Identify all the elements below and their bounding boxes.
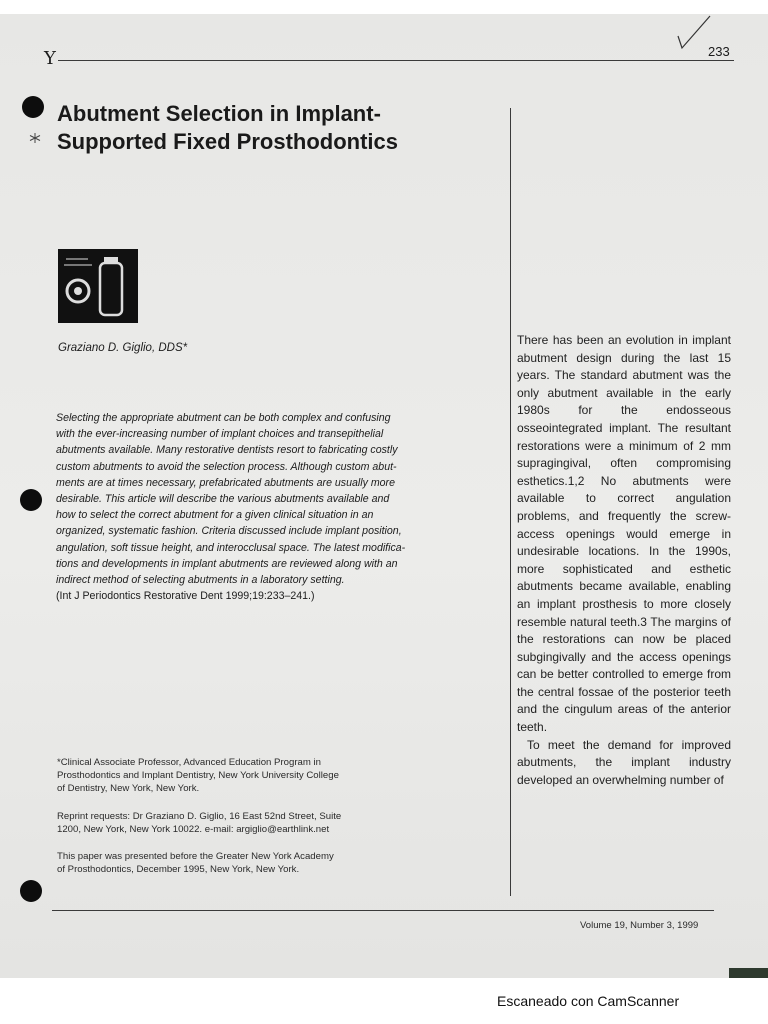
page-number: 233: [708, 44, 730, 59]
margin-mark: Y: [44, 48, 56, 69]
body-paragraph: To meet the demand for improved abutments, the implant industry developed an overwhelming number of: [517, 737, 731, 787]
abstract-line: angulation, soft tissue height, and interocclusal space. The latest modifica-: [56, 541, 406, 554]
column-divider: [510, 108, 511, 896]
journal-logo: [58, 249, 138, 323]
abstract-line: desirable. This article will describe the various abutments available and: [56, 493, 390, 506]
scanned-page: [0, 14, 768, 978]
punch-hole-top: [22, 96, 44, 118]
footnote-reprint: [57, 810, 417, 836]
body-text: [517, 332, 731, 789]
footnote-line: of Dentistry, New York, New York.: [57, 783, 200, 794]
title-line: Abutment Selection in Implant-: [57, 101, 381, 126]
footnote-line: Reprint requests: Dr Graziano D. Giglio, 16 East 52nd Street, Suite: [57, 811, 342, 822]
footnote-line: of Prosthodontics, December 1995, New York, New York.: [57, 864, 300, 875]
abstract-line: custom abutments to avoid the selection process. Although custom abut-: [56, 460, 397, 473]
abstract-line: with the ever-increasing number of implant choices and transepithelial: [56, 428, 384, 441]
abstract-line: Selecting the appropriate abutment can be both complex and confusing: [56, 412, 391, 424]
abstract-line: ments are at times necessary, prefabricated abutments are usually more: [56, 476, 395, 489]
footnote-line: This paper was presented before the Greater New York Academy: [57, 851, 334, 862]
citation: (Int J Periodontics Restorative Dent 1999;19:233–241.): [56, 590, 315, 603]
abstract-line: abutments available. Many restorative dentists resort to fabricating costly: [56, 444, 398, 457]
abstract-line: how to select the correct abutment for a given clinical situation in an: [56, 509, 374, 522]
asterisk-mark: [29, 132, 41, 144]
footnote-line: *Clinical Associate Professor, Advanced Education Program in: [57, 757, 321, 768]
punch-hole-middle: [20, 489, 42, 511]
punch-hole-bottom: [20, 880, 42, 902]
title-line: Supported Fixed Prosthodontics: [57, 129, 399, 154]
header-rule: [58, 60, 734, 61]
abstract-line: indirect method of selecting abutments in a laboratory setting.: [56, 574, 345, 587]
body-paragraph: There has been an evolution in implant abutment design during the last 15 years. The standard abutment was the only abutment available in the early 1980s for the endosseous osseointegrated implant. The resultant restorations were a minimum of 2 mm supragingival, often compromising esthetics.1,2 No abutments were available to correct angulation problems, and frequently the screw-access openings would emerge in undesirable locations. In the 1990s, more sophisticated and esthetic abutments became available, enabling an implant prosthesis to more closely resemble natural teeth.3 The margins of the restorations can now be placed subgingivally and the access openings can be better controlled to emerge from the central fossae of the posterior teeth and the cingulum areas of the anterior teeth.: [517, 333, 731, 735]
abstract-line: tions and developments in implant abutments are reviewed along with an: [56, 557, 398, 570]
scanner-caption: Escaneado con CamScanner: [497, 993, 680, 1009]
abstract: [56, 410, 496, 604]
footer-rule: [52, 910, 714, 911]
footnote-line: Prosthodontics and Implant Dentistry, New York University College: [57, 770, 339, 781]
author-name: Graziano D. Giglio, DDS*: [58, 342, 188, 354]
scan-edge-artifact: [729, 968, 768, 978]
abstract-line: organized, systematic fashion. Criteria discussed include implant position,: [56, 525, 402, 538]
footnote-line: 1200, New York, New York 10022. e-mail: argiglio@earthlink.net: [57, 824, 330, 835]
footnote-affiliation: [57, 756, 417, 795]
journal-volume: Volume 19, Number 3, 1999: [580, 920, 699, 931]
article-title: [57, 100, 497, 156]
footnote-presented: [57, 850, 417, 876]
